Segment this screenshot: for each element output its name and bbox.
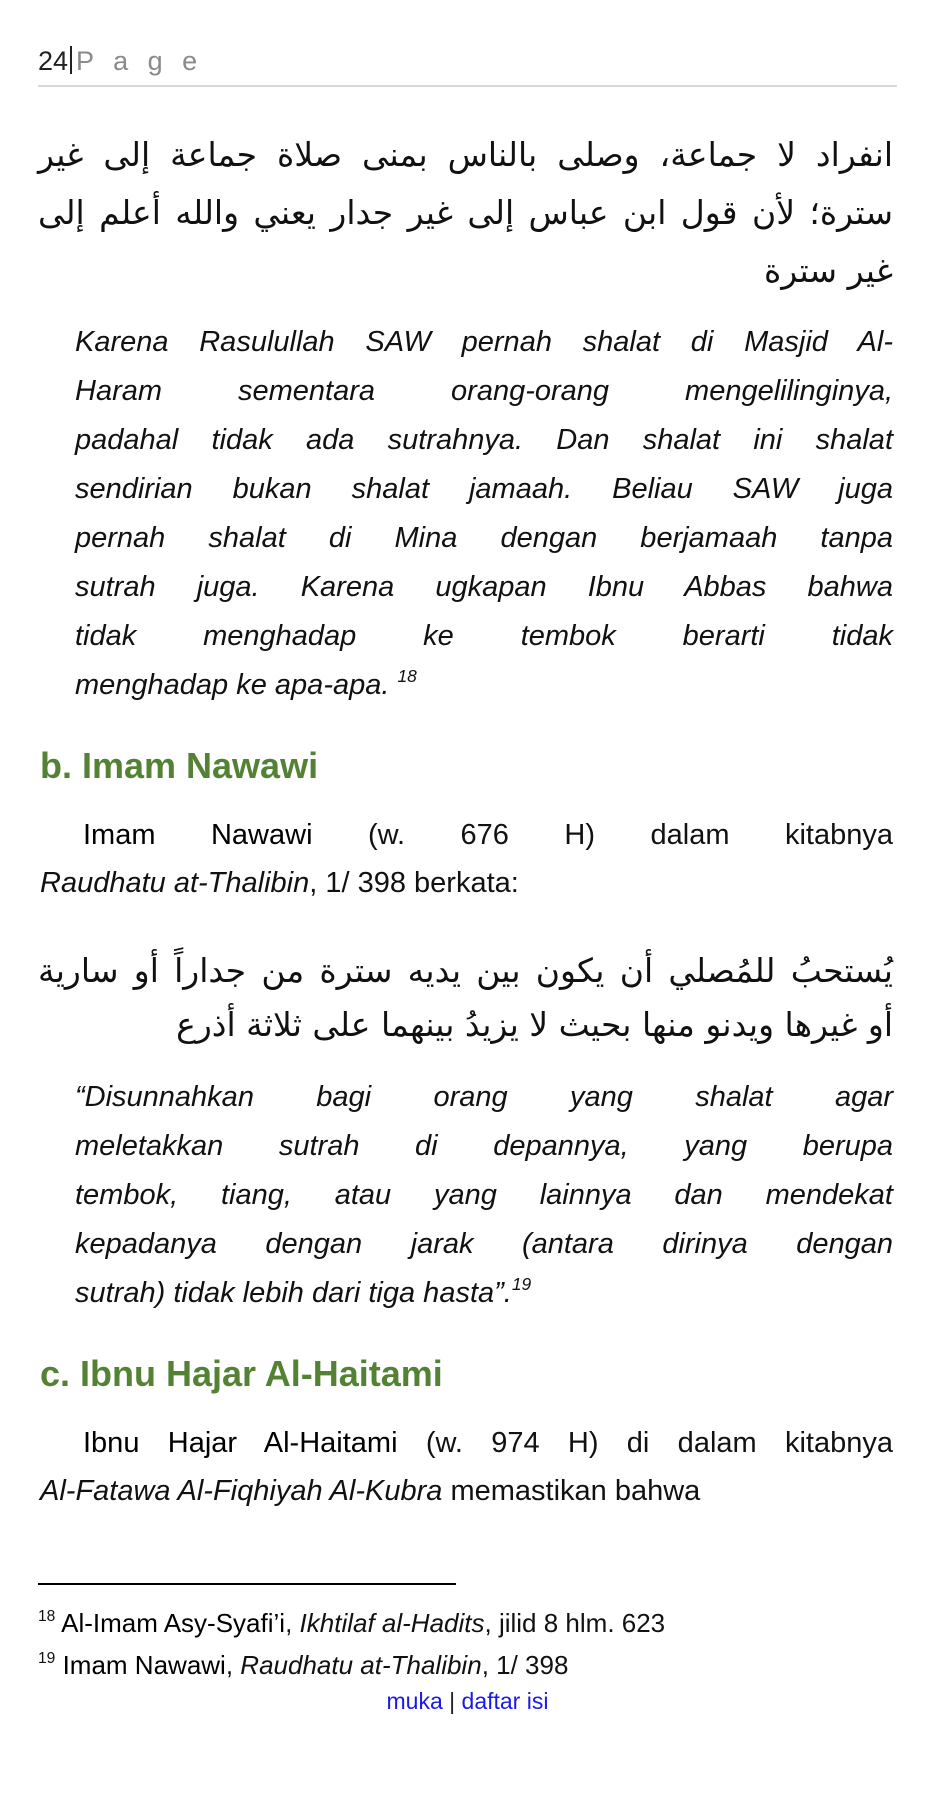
text-line [75,1122,893,1171]
text-segment: Imam Nawawi [55,1650,226,1680]
header-rule [38,85,897,87]
text-segment: Ikhtilaf al-Hadits [299,1608,485,1638]
text-segment: kepadanya dengan jarak (antara dirinya dengan [75,1228,893,1260]
text-segment: (w. 974 H) di dalam kitabnya [397,1427,893,1459]
arabic-line: انفراد لا جماعة، وصلى بالناس بمنى صلاة جماعة إلى غير [38,135,893,174]
arabic-line: سترة؛ لأن قول ابن عباس إلى غير جدار يعني والله أعلم إلى [38,193,893,232]
link-muka[interactable]: muka [386,1688,443,1714]
text-segment: , jilid 8 hlm. 623 [484,1608,666,1638]
text-segment: menghadap ke apa-apa. [75,669,398,701]
text-segment: Raudhatu at-Thalibin [40,867,310,899]
text-line [75,416,893,465]
text-line [40,1419,893,1467]
footnotes [38,1602,665,1686]
text-line [75,1073,893,1122]
translation-1 [75,318,893,710]
text-segment: tidak menghadap ke tembok berarti tidak [75,620,893,652]
text-segment: Imam Nawawi [83,819,313,851]
text-line [75,1220,893,1269]
link-daftar-isi[interactable]: daftar isi [461,1688,549,1714]
translation-2 [75,1073,893,1318]
section-heading-c: c. Ibnu Hajar Al-Haitami [40,1353,443,1394]
text-segment: Al-Fatawa Al-Fiqhiyah Al-Kubra [40,1475,443,1507]
arabic-line: أو غيرها ويدنو منها بحيث لا يزيدُ بينهما على ثلاثة أذرع [176,1005,893,1044]
text-line [40,1467,893,1515]
text-line [75,612,893,661]
footnote-ref: 19 [511,1273,532,1294]
header-divider [70,46,72,74]
text-segment: meletakkan sutrah di depannya, yang berupa [75,1130,893,1162]
text-line [40,811,893,859]
page-label: P a g e [76,46,204,76]
text-segment: Ibnu Hajar Al-Haitami [83,1427,398,1459]
text-line [75,318,893,367]
text-line [75,1269,893,1318]
footer-nav [0,1688,935,1715]
footnote-ref: 18 [38,1608,56,1626]
text-segment: Haram sementara orang-orang mengelilinginya, [75,375,893,407]
text-line [75,367,893,416]
text-segment: Raudhatu at-Thalibin [240,1650,482,1680]
text-segment: Al-Imam Asy-Syafi’i [55,1608,286,1638]
page-number: 24 [38,46,69,76]
text-segment: , 1/ 398 berkata: [309,867,519,899]
text-line [75,1171,893,1220]
footnote-ref: 18 [397,665,417,686]
text-segment: (w. 676 H) dalam kitabnya [312,819,893,851]
text-line [40,859,893,907]
footer-separator: | [449,1688,456,1714]
arabic-line: يُستحبُ للمُصلي أن يكون بين يديه سترة من جداراً أو سارية [38,951,893,990]
text-segment: sutrah) tidak lebih dari tiga hasta”. [75,1277,512,1309]
text-segment: Karena Rasulullah SAW pernah shalat di Masjid Al- [75,326,893,358]
text-segment: memastikan bahwa [442,1475,701,1507]
text-line [75,514,893,563]
footnote-separator [38,1583,456,1585]
arabic-line: غير سترة [763,251,893,290]
text-segment: , 1/ 398 [481,1650,569,1680]
section-heading-b: b. Imam Nawawi [40,745,319,786]
paragraph-c [40,1419,893,1515]
text-segment: , [285,1608,300,1638]
text-segment: tembok, tiang, atau yang lainnya dan mendekat [75,1179,893,1211]
footnote-ref: 19 [38,1650,56,1668]
text-line [75,563,893,612]
text-line [75,661,893,710]
arabic-quote-1 [38,126,893,300]
text-segment: , [225,1650,241,1680]
text-line [75,465,893,514]
text-segment: sutrah juga. Karena ugkapan Ibnu Abbas bahwa [75,571,893,603]
text-line [38,1602,665,1644]
paragraph-b [40,811,893,907]
page-header [38,46,203,77]
arabic-quote-2 [38,944,893,1052]
text-segment: pernah shalat di Mina dengan berjamaah tanpa [75,522,893,554]
text-segment: sendirian bukan shalat jamaah. Beliau SAW juga [75,473,893,505]
text-segment: “Disunnahkan bagi orang yang shalat agar [75,1081,893,1113]
text-segment: padahal tidak ada sutrahnya. Dan shalat ini shalat [75,424,893,456]
text-line [38,1644,665,1686]
